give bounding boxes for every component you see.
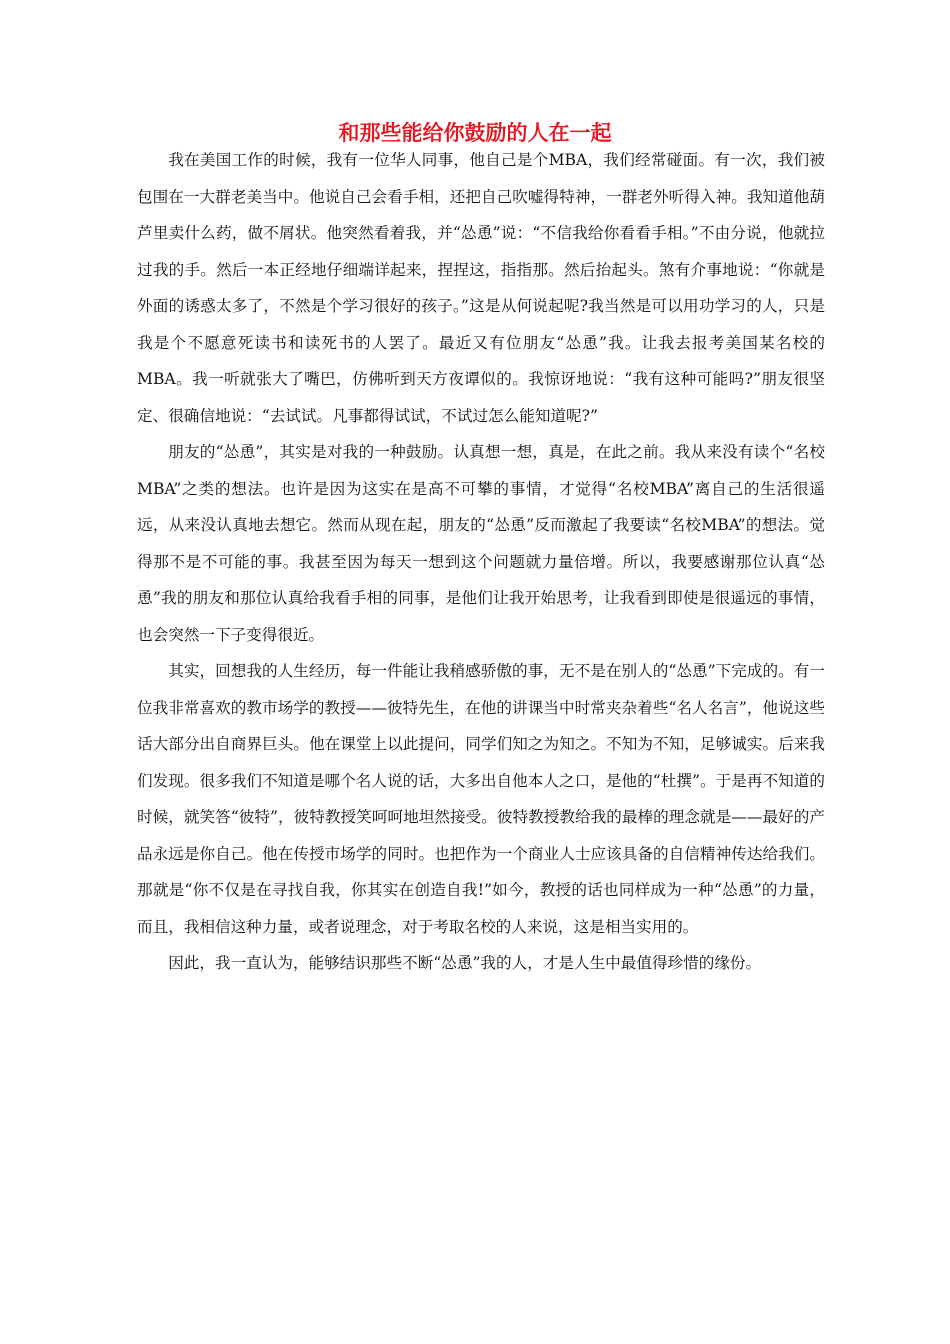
document-body [137,142,825,982]
paragraph: 朋友的“怂恿”，其实是对我的一种鼓励。认真想一想，真是，在此之前。我从来没有读个“名校MBA”之类的想法。也许是因为这实在是高不可攀的事情，才觉得“名校MBA”离自己的生活很遥远，从来没认真地去想它。然而从现在起，朋友的“怂恿”反而激起了我要读“名校MBA”的想法。觉得那不是不可能的事。我甚至因为每天一想到这个问题就力量倍增。所以，我要感谢那位认真“怂恿”我的朋友和那位认真给我看手相的同事，是他们让我开始思考，让我看到即使是很遥远的事情，也会突然一下子变得很近。 [137,443,825,644]
document-title: 和那些能给你鼓励的人在一起 [338,120,612,145]
paragraph: 我在美国工作的时候，我有一位华人同事，他自己是个MBA，我们经常碰面。有一次，我们被包围在一大群老美当中。他说自己会看手相，还把自己吹嘘得特神，一群老外听得入神。我知道他葫芦里卖什么药，做不屑状。他突然看着我，并“怂恿”说：“不信我给你看看手相。”不由分说，他就拉过我的手。然后一本正经地仔细端详起来，捏捏这，指指那。然后抬起头。煞有介事地说：“你就是外面的诱惑太多了，不然是个学习很好的孩子。”这是从何说起呢?我当然是可以用功学习的人，只是我是个不愿意死读书和读死书的人罢了。最近又有位朋友“怂恿”我。让我去报考美国某名校的MBA。我一听就张大了嘴巴，仿佛听到天方夜谭似的。我惊讶地说：“我有这种可能吗?”朋友很坚定、很确信地说：“去试试。凡事都得试试，不试过怎么能知道呢?” [137,151,825,425]
paragraph: 因此，我一直认为，能够结识那些不断“怂恿”我的人，才是人生中最值得珍惜的缘份。 [168,954,762,972]
paragraph: 其实，回想我的人生经历，每一件能让我稍感骄傲的事，无不是在别人的“怂恿”下完成的。有一位我非常喜欢的教市场学的教授——彼特先生，在他的讲课当中时常夹杂着些“名人名言”，他说这些话大部分出自商界巨头。他在课堂上以此提问，同学们知之为知之。不知为不知，足够诚实。后来我们发现。很多我们不知道是哪个名人说的话，大多出自他本人之口，是他的“杜撰”。于是再不知道的时候，就笑答“彼特”，彼特教授笑呵呵地坦然接受。彼特教授教给我的最棒的理念就是——最好的产品永远是你自己。他在传授市场学的同时。也把作为一个商业人士应该具备的自信精神传达给我们。那就是“你不仅是在寻找自我，你其实在创造自我!”如今，教授的话也同样成为一种“怂恿”的力量，而且，我相信这种力量，或者说理念，对于考取名校的人来说，这是相当实用的。 [137,662,825,936]
